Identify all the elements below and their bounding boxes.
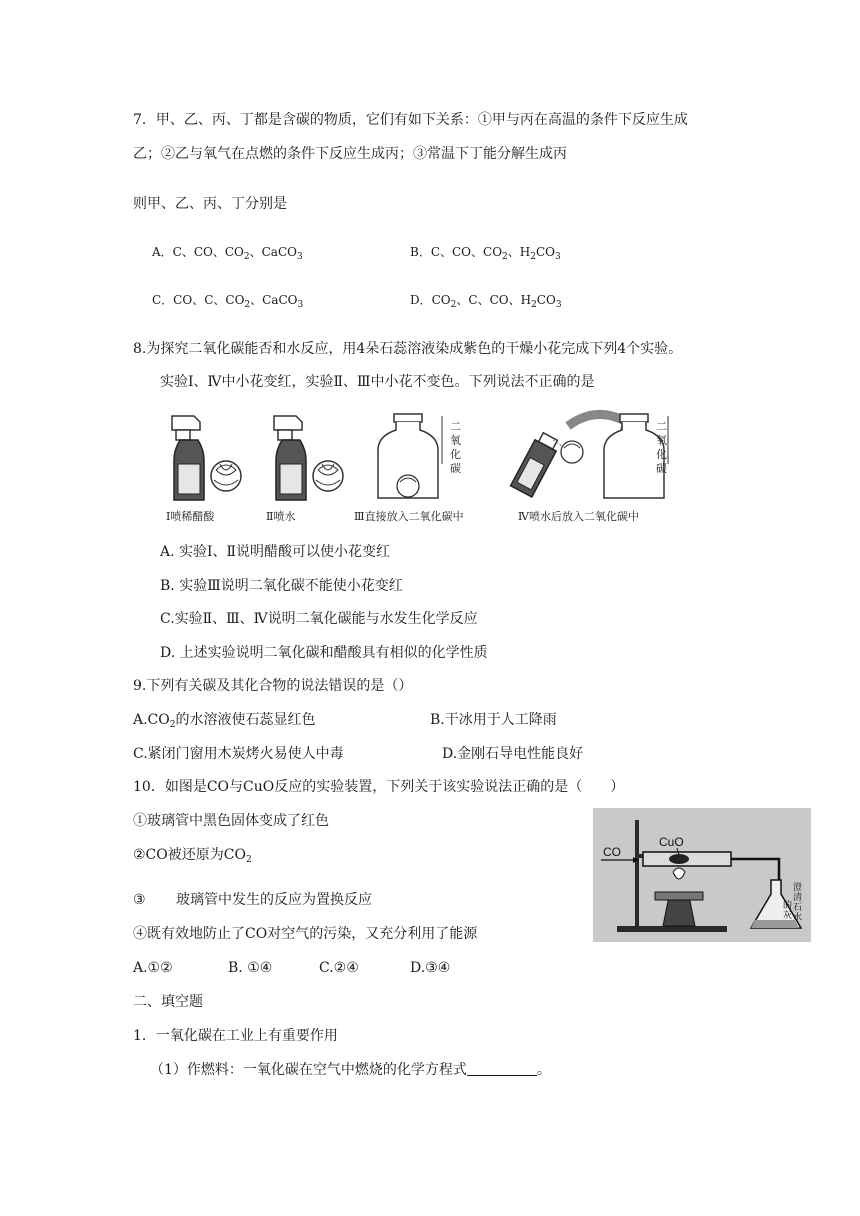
- q8-stem-line2: 实验Ⅰ、Ⅳ中小花变红，实验Ⅱ、Ⅲ中小花不变色。下列说法不正确的是: [160, 374, 595, 390]
- q9-option-b: B.干冰用于人工降雨: [430, 712, 557, 728]
- q10-option-d: D.③④: [410, 960, 451, 976]
- fill-q1-sub1: （1）作燃料：一氧化碳在空气中燃烧的化学方程式 。: [150, 1062, 551, 1078]
- q9-option-a: $A.CO_2$的水溶液使石蕊显红色: [133, 712, 316, 730]
- q7-option-d: D．$CO_2$、C、CO、$H_2CO_3$: [410, 293, 562, 310]
- lime-label-5: 灰: [783, 911, 793, 921]
- lime-label-1: 澄: [793, 883, 803, 893]
- answer-blank[interactable]: [467, 1061, 537, 1076]
- stand-base-icon: [617, 926, 727, 932]
- gas-jar-4-icon: [604, 414, 664, 498]
- caption-experiment-4: Ⅳ喷水后放入二氧化碳中: [518, 510, 639, 523]
- gas-label-3-char1: 二: [450, 420, 461, 433]
- q10-stem: 10．如图是CO与CuO反应的实验装置，下列关于该实验说法正确的是（ ）: [133, 779, 625, 795]
- gas-jar-3-icon: [378, 414, 438, 498]
- gas-label-4-char2: 氧: [656, 434, 667, 447]
- gas-label-3-char3: 化: [450, 448, 461, 461]
- spray-bottle-1-icon: [172, 416, 204, 500]
- q7-stem-line1: 7．甲、乙、丙、丁都是含碳的物质，它们有如下关系：①甲与丙在高温的条件下反应生成: [133, 112, 688, 128]
- stand-rod-icon: [635, 820, 639, 928]
- lime-label-3: 的: [783, 901, 793, 911]
- spray-bottle-2-icon: [274, 416, 306, 500]
- q9-option-c: C.紧闭门窗用木炭烤火易使人中毒: [133, 746, 344, 762]
- q10-option-b: B. ①④: [228, 960, 273, 976]
- gas-label-4-char1: 二: [656, 420, 667, 433]
- q7-option-a: A．C、CO、$CO_2$、CaCO$_3$: [152, 245, 303, 262]
- q10-statement-3-number: ③: [133, 892, 146, 908]
- gas-label-4-char3: 化: [656, 448, 667, 461]
- section-heading: 二、填空题: [133, 994, 203, 1010]
- lime-label-6: 水: [793, 913, 803, 923]
- co-cuo-apparatus-figure: [593, 808, 811, 942]
- q7-stem-line3: 则甲、乙、丙、丁分别是: [133, 196, 287, 212]
- gas-label-3-char2: 氧: [450, 434, 461, 447]
- q9-stem: 9.下列有关碳及其化合物的说法错误的是（）: [133, 678, 413, 694]
- q7-option-c: C．CO、C、$CO_2$、CaCO$_3$: [152, 293, 304, 310]
- q8-option-d: D. 上述实验说明二氧化碳和醋酸具有相似的化学性质: [160, 645, 488, 661]
- cuo-label: CuO: [659, 835, 684, 849]
- q10-statement-3: 玻璃管中发生的反应为置换反应: [176, 892, 372, 908]
- q10-statement-1: ①玻璃管中黑色固体变成了红色: [133, 813, 329, 829]
- q8-option-a: A. 实验Ⅰ、Ⅱ说明醋酸可以使小花变红: [160, 544, 391, 560]
- gas-label-3-char4: 碳: [450, 462, 461, 475]
- lime-label-4: 石: [793, 903, 803, 913]
- caption-experiment-3: Ⅲ直接放入二氧化碳中: [354, 510, 464, 523]
- flower-1-icon: [211, 461, 241, 491]
- q10-option-c: C.②④: [319, 960, 359, 976]
- co-label: CO: [603, 845, 621, 859]
- q9-option-d: D.金刚石导电性能良好: [442, 746, 584, 762]
- caption-experiment-2: Ⅱ喷水: [266, 510, 296, 523]
- flower-experiment-figure: [158, 404, 678, 528]
- q7-stem-line2: 乙；②乙与氧气在点燃的条件下反应生成丙；③常温下丁能分解生成丙: [133, 146, 567, 162]
- q8-stem-line1: 8.为探究二氧化碳能否和水反应，用4朵石蕊溶液染成紫色的干燥小花完成下列4个实验。: [133, 341, 683, 357]
- flower-2-icon: [313, 461, 343, 491]
- flower-4-icon: [561, 441, 583, 463]
- flame-icon: [673, 868, 685, 879]
- caption-experiment-1: Ⅰ喷稀醋酸: [166, 510, 215, 523]
- fill-q1-stem: 1．一氧化碳在工业上有重要作用: [133, 1028, 338, 1044]
- q8-option-c: C.实验Ⅱ、Ⅲ、Ⅳ说明二氧化碳能与水发生化学反应: [160, 611, 478, 627]
- q10-statement-4: ④既有效地防止了CO对空气的污染，又充分利用了能源: [133, 926, 478, 942]
- lime-label-2: 清: [793, 893, 803, 903]
- q10-statement-2: ②CO被还原为$CO_2$: [133, 847, 252, 865]
- gas-label-4-char4: 碳: [656, 462, 667, 475]
- q8-option-b: B. 实验Ⅲ说明二氧化碳不能使小花变红: [160, 578, 403, 594]
- q7-option-b: B．C、CO、$CO_2$、$H_2CO_3$: [410, 245, 561, 262]
- q10-option-a: A.①②: [133, 960, 173, 976]
